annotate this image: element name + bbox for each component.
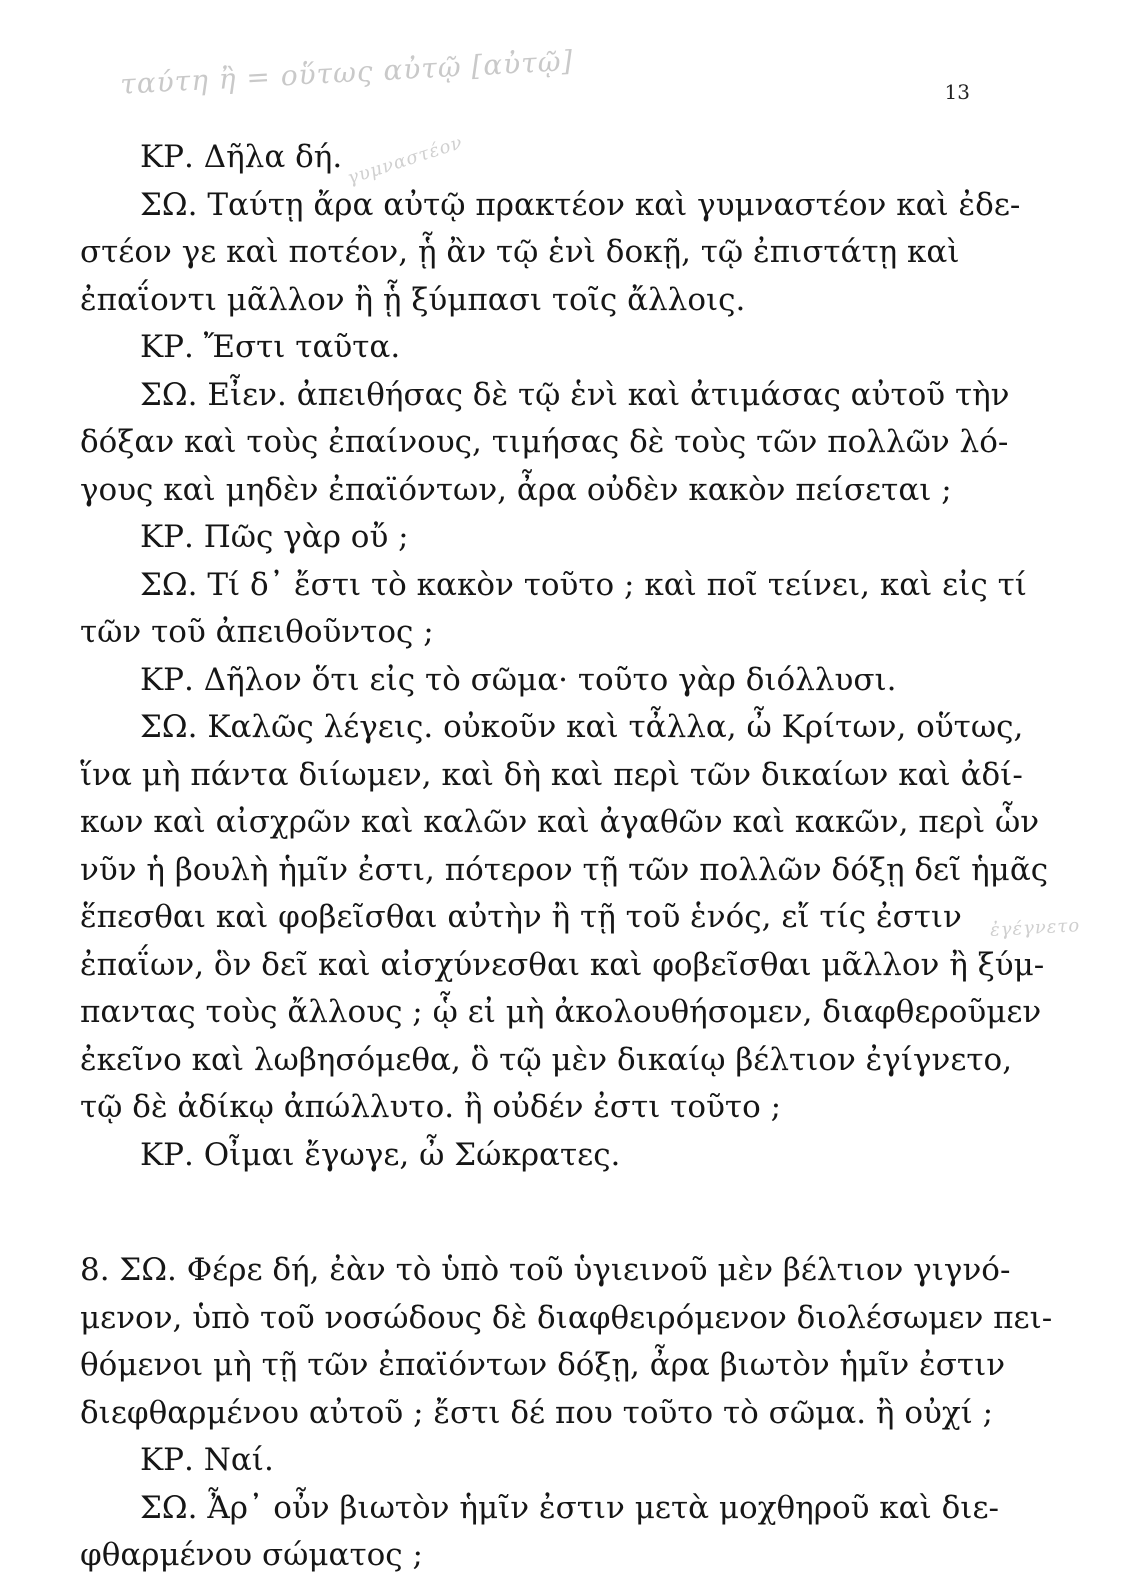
text-line: ΚΡ. Πῶς γὰρ οὔ ; [140, 519, 409, 555]
text-line: ΣΩ. Εἶεν. ἀπειθήσας δὲ τῷ ἑνὶ καὶ ἀτιμάσας αὐτοῦ τὴν [140, 376, 1010, 413]
text-line: ἐκεῖνο καὶ λωβησόμεθα, ὃ τῷ μὲν δικαίῳ βέλτιον ἐγίγνετο, [80, 1041, 1013, 1078]
section-gap [80, 1179, 975, 1247]
text-line: τῶν τοῦ ἀπειθοῦντος ; [80, 614, 434, 650]
text-line: ἐπαΐοντι μᾶλλον ἢ ᾗ ξύμπασι τοῖς ἄλλοις. [80, 281, 746, 318]
text-line: ΚΡ. Οἶμαι ἔγωγε, ὦ Σώκρατες. [140, 1136, 621, 1173]
text-line: ἐπαΐων, ὃν δεῖ καὶ αἰσχύνεσθαι καὶ φοβεῖσθαι μᾶλλον ἢ ξύμ- [80, 946, 1045, 983]
text-line: στέον γε καὶ ποτέον, ᾗ ἂν τῷ ἑνὶ δοκῇ, τῷ ἐπιστάτῃ καὶ [80, 234, 960, 270]
text-line: ΣΩ. Ταύτῃ ἄρα αὐτῷ πρακτέον καὶ γυμναστέον καὶ ἐδε- [140, 186, 1021, 223]
text-line: ΣΩ. Καλῶς λέγεις. οὐκοῦν καὶ τἆλλα, ὦ Κρίτων, οὕτως, [140, 709, 1024, 745]
text-line: φθαρμένου σώματος ; [80, 1537, 423, 1573]
text-line: θόμενοι μὴ τῇ τῶν ἐπαϊόντων δόξῃ, ἆρα βιωτὸν ἡμῖν ἐστιν [80, 1347, 1006, 1383]
text-line: τῷ δὲ ἀδίκῳ ἀπώλλυτο. ἢ οὐδέν ἐστι τοῦτο ; [80, 1089, 782, 1125]
text-line: 8. ΣΩ. Φέρε δή, ἐὰν τὸ ὑπὸ τοῦ ὑγιεινοῦ μὲν βέλτιον γιγνό- [80, 1252, 1011, 1288]
text-line: γους καὶ μηδὲν ἐπαϊόντων, ἆρα οὐδὲν κακὸν πείσεται ; [80, 471, 952, 508]
handwritten-margin-note-top: ταύτη ἢ = οὕτως αὐτῷ [αὐτῷ] [119, 44, 575, 101]
text-line: ΚΡ. Ναί. [140, 1442, 274, 1478]
handwritten-margin-note-right: ἐγέγνετο [989, 915, 1081, 941]
text-line: κων καὶ αἰσχρῶν καὶ καλῶν καὶ ἀγαθῶν καὶ κακῶν, περὶ ὧν [80, 804, 1040, 840]
text-line: ἵνα μὴ πάντα διίωμεν, καὶ δὴ καὶ περὶ τῶν δικαίων καὶ ἀδί- [80, 756, 1023, 793]
text-line: ἕπεσθαι καὶ φοβεῖσθαι αὐτὴν ἢ τῇ τοῦ ἑνός, εἴ τίς ἐστιν [80, 899, 962, 935]
text-line: ΣΩ. Τί δ᾽ ἔστι τὸ κακὸν τοῦτο ; καὶ ποῖ τείνει, καὶ εἰς τί [140, 566, 1027, 603]
text-line: ΚΡ. Ἔστι ταῦτα. [140, 329, 401, 365]
text-line: παντας τοὺς ἄλλους ; ᾧ εἰ μὴ ἀκολουθήσομεν, διαφθεροῦμεν [80, 994, 1042, 1030]
text-line: δόξαν καὶ τοὺς ἐπαίνους, τιμήσας δὲ τοὺς τῶν πολλῶν λό- [80, 424, 1009, 460]
text-line: διεφθαρμένου αὐτοῦ ; ἔστι δέ που τοῦτο τὸ σῶμα. ἢ οὐχί ; [80, 1394, 994, 1431]
text-line: ΚΡ. Δῆλα δή. [140, 139, 343, 175]
text-line: ΣΩ. Ἆρ᾽ οὖν βιωτὸν ἡμῖν ἐστιν μετὰ μοχθηροῦ καὶ διε- [140, 1489, 999, 1526]
text-line: νῦν ἡ βουλὴ ἡμῖν ἐστι, πότερον τῇ τῶν πολλῶν δόξῃ δεῖ ἡμᾶς [80, 851, 1049, 888]
handwritten-margin-note-middle: γυμναστέον [344, 131, 466, 190]
page-number: 13 [944, 80, 970, 104]
text-line: ΚΡ. Δῆλον ὅτι εἰς τὸ σῶμα· τοῦτο γὰρ διόλλυσι. [140, 661, 897, 698]
text-line: μενον, ὑπὸ τοῦ νοσώδους δὲ διαφθειρόμενον διολέσωμεν πει- [80, 1299, 1053, 1336]
